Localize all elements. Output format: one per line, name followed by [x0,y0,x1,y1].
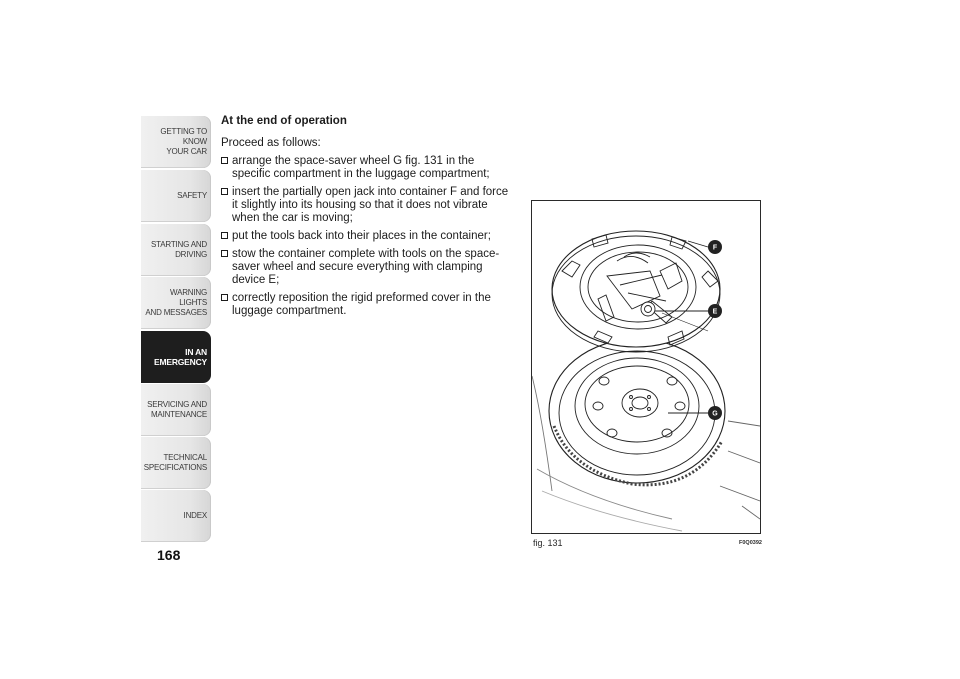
list-item [221,230,511,243]
step-text: arrange the space-saver wheel G fig. 131 in the specific compartment in the luggage compartment; [232,155,490,180]
figure-spare-wheel [531,200,761,534]
checkbox-bullet-icon [221,250,228,257]
page-number: 168 [157,547,181,563]
tab-technical-specs[interactable] [141,437,211,489]
tab-label: GETTING TO KNOW YOUR CAR [160,127,207,156]
tab-label: INDEX [183,511,207,520]
tab-label: WARNING LIGHTS AND MESSAGES [145,288,207,317]
tab-label: STARTING AND DRIVING [151,240,207,259]
spare-wheel-illustration [532,201,760,533]
figure-code: F0Q0392 [739,540,762,546]
tab-index[interactable] [141,490,211,542]
tab-label: IN AN EMERGENCY [154,347,207,367]
tab-starting-driving[interactable] [141,224,211,276]
section-content [221,115,511,323]
checkbox-bullet-icon [221,294,228,301]
checkbox-bullet-icon [221,232,228,239]
list-item [221,186,511,225]
step-text: correctly reposition the rigid preformed cover in the luggage compartment. [232,292,491,317]
callout-g: G [712,410,718,418]
checkbox-bullet-icon [221,188,228,195]
callout-e: E [712,308,718,316]
section-heading: At the end of operation [221,115,347,127]
tab-safety[interactable] [141,170,211,222]
section-intro: Proceed as follows: [221,137,321,149]
tab-in-an-emergency[interactable] [141,331,211,383]
tab-getting-to-know[interactable] [141,116,211,168]
tab-label: SERVICING AND MAINTENANCE [147,400,207,419]
step-text: stow the container complete with tools on the space-saver wheel and secure everything with clamping device E; [232,248,500,286]
list-item [221,292,511,318]
list-item [221,248,511,287]
tab-label: SAFETY [177,191,207,200]
steps-list [221,155,511,318]
step-text: put the tools back into their places in the container; [232,230,491,242]
tab-warning-lights[interactable] [141,277,211,329]
list-item [221,155,511,181]
checkbox-bullet-icon [221,157,228,164]
tab-label: TECHNICAL SPECIFICATIONS [143,453,207,472]
step-text: insert the partially open jack into container F and force it slightly into its housing so that it does not vibrate when the car is moving; [232,186,509,224]
tab-servicing[interactable] [141,384,211,436]
figure-caption: fig. 131 [533,538,563,548]
callout-f: F [712,244,718,252]
